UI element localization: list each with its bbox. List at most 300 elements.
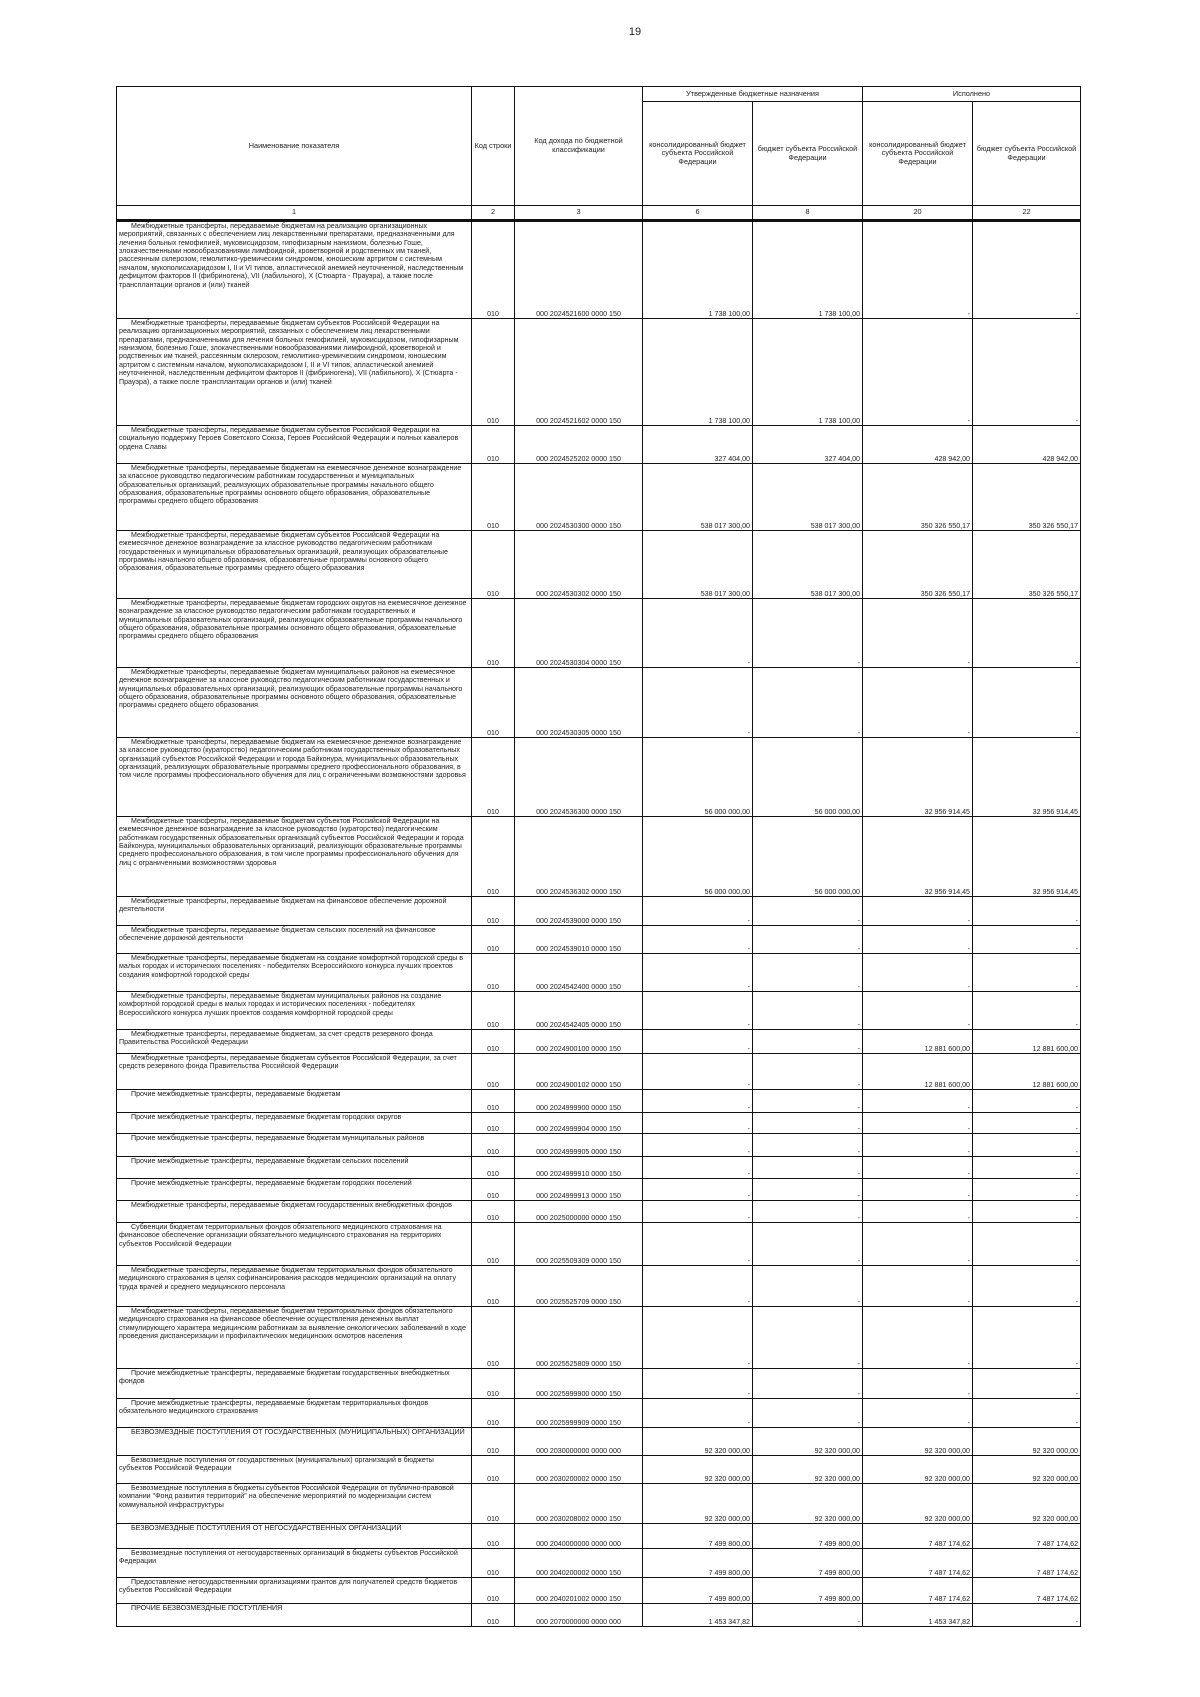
indicator-name: [117, 1090, 472, 1113]
budget-classification-code: 000 2024530304 0000 150: [515, 599, 643, 668]
budget-classification-code: 000 2025525709 0000 150: [515, 1266, 643, 1307]
indicator-name: [117, 1369, 472, 1399]
approved-consolidated-value: -: [643, 1090, 753, 1113]
indicator-name-text: Прочие межбюджетные трансферты, передаваемые бюджетам сельских поселений: [131, 1157, 409, 1165]
executed-subject-value: -: [973, 1157, 1081, 1179]
row-code: 010: [472, 1054, 515, 1090]
indicator-name-text: Межбюджетные трансферты, передаваемые бюджетам субъектов Российской Федерации на социальную поддержку Героев Советского Союза, Героев Российской Федерации и полных кавалеров ордена Славы: [119, 426, 459, 451]
approved-consolidated-value: -: [643, 926, 753, 954]
indicator-name-text: Предоставление негосударственными организациями грантов для получателей средств бюджетов субъектов Российской Федерации: [119, 1578, 458, 1595]
approved-consolidated-value: -: [643, 954, 753, 992]
table-row: [117, 1549, 1081, 1578]
indicator-name: [117, 926, 472, 954]
indicator-name-text: Прочие межбюджетные трансферты, передаваемые бюджетам городских поселений: [131, 1179, 412, 1187]
executed-consolidated-value: 32 956 914,45: [863, 817, 973, 897]
executed-consolidated-value: 92 320 000,00: [863, 1428, 973, 1456]
approved-subject-value: 7 499 800,00: [753, 1524, 863, 1549]
budget-classification-code: 000 2040201002 0000 150: [515, 1578, 643, 1604]
executed-subject-value: -: [973, 1134, 1081, 1157]
table-row: [117, 1578, 1081, 1604]
row-code: 010: [472, 926, 515, 954]
column-number: 6: [643, 206, 753, 221]
row-code: 010: [472, 1090, 515, 1113]
table-row: [117, 1428, 1081, 1456]
indicator-name-text: Межбюджетные трансферты, передаваемые бюджетам субъектов Российской Федерации на ежемесячное денежное вознаграждение за классное руководство педагогическим работникам государственных и муниципальных образовательных организаций, реализующих образовательные программы начального общего образования, образовательные программы основного общего образования, образовательные программы среднего общего образования: [119, 531, 448, 573]
indicator-name-text: Межбюджетные трансферты, передаваемые бюджетам территориальных фондов обязательного медицинского страхования в целях софинансирования расходов медицинских организаций на оплату труда врачей и среднего медицинского персонала: [119, 1266, 457, 1291]
table-row: [117, 954, 1081, 992]
approved-subject-value: -: [753, 1266, 863, 1307]
executed-consolidated-value: 92 320 000,00: [863, 1484, 973, 1524]
approved-subject-value: -: [753, 1157, 863, 1179]
budget-classification-code: 000 2025999900 0000 150: [515, 1369, 643, 1399]
approved-subject-value: 56 000 000,00: [753, 738, 863, 817]
executed-subject-value: 12 881 600,00: [973, 1054, 1081, 1090]
budget-classification-code: 000 2024521602 0000 150: [515, 319, 643, 426]
indicator-name: [117, 1307, 472, 1369]
executed-subject-value: -: [973, 1369, 1081, 1399]
row-code: 010: [472, 221, 515, 319]
indicator-name-text: Межбюджетные трансферты, передаваемые бюджетам, за счет средств резервного фонда Правительства Российской Федерации: [119, 1030, 433, 1047]
indicator-name: [117, 1134, 472, 1157]
indicator-name-text: Межбюджетные трансферты, передаваемые бюджетам на реализацию организационных мероприятий, связанных с обеспечением лиц лекарственными препаратами, предназначенными для лечения больных гемофилией, муковисцидозом, гипофизарным нанизмом, болезнью Гоше, злокачественными новообразованиями лимфоидной, кроветворной и родственных им тканей, рассеянным склерозом, гемолитико-уремическим синдромом, юношеским артритом с системным началом, мукополисахаридозом I, II и VI типов, апластической анемией неуточненной, наследственным дефицитом факторов II (фибриногена), VII (лабильного), X (Стюарта - Прауэра), а также после трансплантации органов и (или) тканей: [119, 222, 464, 289]
budget-classification-code: 000 2024521600 0000 150: [515, 221, 643, 319]
row-code: 010: [472, 426, 515, 464]
row-code: 010: [472, 1307, 515, 1369]
budget-classification-code: 000 2024536300 0000 150: [515, 738, 643, 817]
executed-consolidated-value: 7 487 174,62: [863, 1549, 973, 1578]
budget-classification-code: 000 2030000000 0000 000: [515, 1428, 643, 1456]
approved-consolidated-value: -: [643, 897, 753, 926]
table-row: [117, 926, 1081, 954]
executed-consolidated-value: -: [863, 668, 973, 738]
executed-subject-value: 92 320 000,00: [973, 1456, 1081, 1484]
table-row: [117, 1157, 1081, 1179]
indicator-name: [117, 1578, 472, 1604]
approved-subject-value: -: [753, 1223, 863, 1266]
approved-consolidated-value: 7 499 800,00: [643, 1578, 753, 1604]
budget-classification-code: 000 2070000000 0000 000: [515, 1604, 643, 1627]
row-code: 010: [472, 954, 515, 992]
approved-consolidated-value: 7 499 800,00: [643, 1524, 753, 1549]
table-row: [117, 1179, 1081, 1201]
approved-subject-value: -: [753, 1134, 863, 1157]
row-code: 010: [472, 992, 515, 1030]
indicator-name-text: Безвозмездные поступления от государственных (муниципальных) организаций в бюджеты субъектов Российской Федерации: [119, 1456, 434, 1473]
indicator-name-text: Межбюджетные трансферты, передаваемые бюджетам государственных внебюджетных фондов: [131, 1201, 452, 1209]
row-code: 010: [472, 1369, 515, 1399]
budget-classification-code: 000 2024999900 0000 150: [515, 1090, 643, 1113]
row-code: 010: [472, 1578, 515, 1604]
table-row: [117, 1456, 1081, 1484]
table-row: [117, 1604, 1081, 1627]
table-row: [117, 738, 1081, 817]
executed-consolidated-value: 92 320 000,00: [863, 1456, 973, 1484]
indicator-name-text: БЕЗВОЗМЕЗДНЫЕ ПОСТУПЛЕНИЯ ОТ НЕГОСУДАРСТВЕННЫХ ОРГАНИЗАЦИЙ: [131, 1524, 402, 1532]
budget-classification-code: 000 2030208002 0000 150: [515, 1484, 643, 1524]
row-code: 010: [472, 1456, 515, 1484]
indicator-name: [117, 1524, 472, 1549]
executed-subject-value: -: [973, 954, 1081, 992]
table-row: [117, 1399, 1081, 1428]
executed-subject-value: -: [973, 1307, 1081, 1369]
indicator-name-text: Межбюджетные трансферты, передаваемые бюджетам муниципальных районов на ежемесячное денежное вознаграждение за классное руководство педагогическим работникам государственных и муниципальных образовательных организаций, реализующих образовательные программы начального общего образования, образовательные программы основного общего образования, образовательные программы среднего общего образования: [119, 668, 463, 710]
indicator-name-text: БЕЗВОЗМЕЗДНЫЕ ПОСТУПЛЕНИЯ ОТ ГОСУДАРСТВЕННЫХ (МУНИЦИПАЛЬНЫХ) ОРГАНИЗАЦИЙ: [131, 1428, 465, 1436]
approved-subject-value: 92 320 000,00: [753, 1484, 863, 1524]
budget-report-table: [116, 86, 1081, 1627]
indicator-name-text: ПРОЧИЕ БЕЗВОЗМЕЗДНЫЕ ПОСТУПЛЕНИЯ: [131, 1604, 283, 1612]
executed-consolidated-value: 350 326 550,17: [863, 464, 973, 531]
indicator-name: [117, 319, 472, 426]
indicator-name-text: Межбюджетные трансферты, передаваемые бюджетам муниципальных районов на создание комфортной городской среды в малых городах и исторических поселениях - победителях Всероссийского конкурса лучших проектов создания комфортной городской среды: [119, 992, 442, 1017]
approved-subject-value: 92 320 000,00: [753, 1428, 863, 1456]
approved-subject-value: 1 738 100,00: [753, 319, 863, 426]
approved-consolidated-value: -: [643, 1157, 753, 1179]
indicator-name: [117, 1179, 472, 1201]
approved-subject-value: 92 320 000,00: [753, 1456, 863, 1484]
indicator-name: [117, 1054, 472, 1090]
table-row: [117, 992, 1081, 1030]
header-group-executed: Исполнено: [863, 87, 1081, 102]
header-executed-subject: бюджет субъекта Российской Федерации: [973, 102, 1081, 206]
approved-subject-value: -: [753, 1201, 863, 1223]
executed-consolidated-value: 428 942,00: [863, 426, 973, 464]
row-code: 010: [472, 1549, 515, 1578]
executed-consolidated-value: 12 881 600,00: [863, 1030, 973, 1054]
approved-subject-value: 56 000 000,00: [753, 817, 863, 897]
budget-classification-code: 000 2025525809 0000 150: [515, 1307, 643, 1369]
indicator-name-text: Межбюджетные трансферты, передаваемые бюджетам на ежемесячное денежное вознаграждение за классное руководство (кураторство) педагогическим работникам государственных образовательных организаций субъектов Российской Федерации и города Байконура, муниципальных образовательных организаций, реализующих образовательные программы среднего профессионального образования, в том числе программы профессионального обучения для лиц с ограниченными возможностями здоровья: [119, 738, 466, 780]
row-code: 010: [472, 668, 515, 738]
table-row: [117, 531, 1081, 599]
indicator-name-text: Межбюджетные трансферты, передаваемые бюджетам городских округов на ежемесячное денежное вознаграждение за классное руководство педагогическим работникам государственных и муниципальных образовательных организаций, реализующих образовательные программы начального общего образования, образовательные программы основного общего образования, образовательные программы среднего общего образования: [119, 599, 467, 641]
executed-subject-value: -: [973, 221, 1081, 319]
budget-classification-code: 000 2025999909 0000 150: [515, 1399, 643, 1428]
executed-consolidated-value: -: [863, 1090, 973, 1113]
row-code: 010: [472, 599, 515, 668]
indicator-name-text: Межбюджетные трансферты, передаваемые бюджетам на создание комфортной городской среды в малых городах и исторических поселениях - победителях Всероссийского конкурса лучших проектов создания комфортной городской среды: [119, 954, 464, 979]
table-row: [117, 1054, 1081, 1090]
indicator-name-text: Безвозмездные поступления от негосударственных организаций в бюджеты субъектов Российской Федерации: [119, 1549, 458, 1566]
approved-consolidated-value: -: [643, 1307, 753, 1369]
approved-subject-value: 1 738 100,00: [753, 221, 863, 319]
indicator-name: [117, 1223, 472, 1266]
executed-consolidated-value: 32 956 914,45: [863, 738, 973, 817]
indicator-name: [117, 1201, 472, 1223]
approved-subject-value: -: [753, 926, 863, 954]
approved-consolidated-value: -: [643, 992, 753, 1030]
executed-subject-value: 350 326 550,17: [973, 464, 1081, 531]
indicator-name-text: Межбюджетные трансферты, передаваемые бюджетам территориальных фондов обязательного медицинского страхования на финансовое обеспечение осуществления денежных выплат стимулирующего характера медицинским работникам за выявление онкологических заболеваний в ходе проведения диспансеризации и профилактических медицинских осмотров населения: [119, 1307, 466, 1341]
indicator-name-text: Межбюджетные трансферты, передаваемые бюджетам на ежемесячное денежное вознаграждение за классное руководство педагогическим работникам государственных и муниципальных образовательных организаций, реализующих образовательные программы начального общего образования, образовательные программы основного общего образования, образовательные программы среднего общего образования: [119, 464, 462, 506]
executed-consolidated-value: -: [863, 1266, 973, 1307]
row-code: 010: [472, 464, 515, 531]
indicator-name: [117, 1266, 472, 1307]
budget-classification-code: 000 2040000000 0000 000: [515, 1524, 643, 1549]
table-row: [117, 1134, 1081, 1157]
approved-subject-value: -: [753, 1090, 863, 1113]
approved-consolidated-value: -: [643, 1201, 753, 1223]
table-row: [117, 897, 1081, 926]
executed-subject-value: -: [973, 599, 1081, 668]
approved-consolidated-value: 92 320 000,00: [643, 1484, 753, 1524]
executed-consolidated-value: -: [863, 1134, 973, 1157]
budget-classification-code: 000 2024525202 0000 150: [515, 426, 643, 464]
approved-subject-value: -: [753, 1179, 863, 1201]
page-number: 19: [628, 26, 642, 38]
header-group-approved: Утвержденные бюджетные назначения: [643, 87, 863, 102]
budget-classification-code: 000 2024530305 0000 150: [515, 668, 643, 738]
indicator-name: [117, 1549, 472, 1578]
executed-consolidated-value: -: [863, 926, 973, 954]
row-code: 010: [472, 1223, 515, 1266]
executed-consolidated-value: 1 453 347,82: [863, 1604, 973, 1627]
approved-subject-value: -: [753, 1399, 863, 1428]
table-row: [117, 319, 1081, 426]
budget-classification-code: 000 2024542400 0000 150: [515, 954, 643, 992]
table-row: [117, 817, 1081, 897]
indicator-name: [117, 1157, 472, 1179]
indicator-name: [117, 531, 472, 599]
row-code: 010: [472, 1030, 515, 1054]
indicator-name: [117, 954, 472, 992]
row-code: 010: [472, 1428, 515, 1456]
table-row: [117, 1307, 1081, 1369]
budget-classification-code: 000 2040200002 0000 150: [515, 1549, 643, 1578]
table-row: [117, 1266, 1081, 1307]
budget-classification-code: 000 2024542405 0000 150: [515, 992, 643, 1030]
column-number: 22: [973, 206, 1081, 221]
report-body: [117, 221, 1081, 1627]
table-row: [117, 464, 1081, 531]
executed-consolidated-value: -: [863, 1113, 973, 1134]
table-row: [117, 1524, 1081, 1549]
executed-subject-value: 12 881 600,00: [973, 1030, 1081, 1054]
approved-subject-value: -: [753, 1307, 863, 1369]
budget-classification-code: 000 2030200002 0000 150: [515, 1456, 643, 1484]
approved-subject-value: -: [753, 992, 863, 1030]
budget-classification-code: 000 2024999913 0000 150: [515, 1179, 643, 1201]
indicator-name-text: Межбюджетные трансферты, передаваемые бюджетам субъектов Российской Федерации, за счет средств резервного фонда Правительства Российской Федерации: [119, 1054, 457, 1071]
executed-subject-value: 350 326 550,17: [973, 531, 1081, 599]
executed-subject-value: -: [973, 1604, 1081, 1627]
row-code: 010: [472, 1179, 515, 1201]
table-row: [117, 1369, 1081, 1399]
row-code: 010: [472, 738, 515, 817]
indicator-name-text: Субвенции бюджетам территориальных фондов обязательного медицинского страхования на финансовое обеспечение организации обязательного медицинского страхования на территориях субъектов Российской Федерации: [119, 1223, 442, 1248]
row-code: 010: [472, 1484, 515, 1524]
table-row: [117, 599, 1081, 668]
executed-subject-value: -: [973, 319, 1081, 426]
executed-consolidated-value: -: [863, 1157, 973, 1179]
approved-consolidated-value: -: [643, 1113, 753, 1134]
executed-consolidated-value: -: [863, 319, 973, 426]
budget-classification-code: 000 2024539000 0000 150: [515, 897, 643, 926]
executed-consolidated-value: -: [863, 599, 973, 668]
budget-classification-code: 000 2025509309 0000 150: [515, 1223, 643, 1266]
header-kbk: Код дохода по бюджетной классификации: [515, 87, 643, 206]
column-number: 3: [515, 206, 643, 221]
indicator-name: [117, 1399, 472, 1428]
budget-classification-code: 000 2024999910 0000 150: [515, 1157, 643, 1179]
executed-consolidated-value: -: [863, 221, 973, 319]
executed-subject-value: 92 320 000,00: [973, 1484, 1081, 1524]
approved-consolidated-value: 1 738 100,00: [643, 221, 753, 319]
indicator-name-text: Межбюджетные трансферты, передаваемые бюджетам на финансовое обеспечение дорожной деятельности: [119, 897, 447, 914]
approved-subject-value: -: [753, 1369, 863, 1399]
header-name: Наименование показателя: [117, 87, 472, 206]
row-code: 010: [472, 1524, 515, 1549]
indicator-name-text: Безвозмездные поступления в бюджеты субъектов Российской Федерации от публично-правовой компании "Фонд развития территорий" на обеспечение мероприятий по модернизации систем коммунальной инфраструктуры: [119, 1484, 454, 1509]
executed-subject-value: 428 942,00: [973, 426, 1081, 464]
table-row: [117, 1201, 1081, 1223]
executed-consolidated-value: -: [863, 1369, 973, 1399]
row-code: 010: [472, 1157, 515, 1179]
indicator-name: [117, 1604, 472, 1627]
executed-consolidated-value: -: [863, 897, 973, 926]
approved-subject-value: -: [753, 599, 863, 668]
indicator-name: [117, 426, 472, 464]
budget-classification-code: 000 2025000000 0000 150: [515, 1201, 643, 1223]
approved-subject-value: 538 017 300,00: [753, 464, 863, 531]
approved-subject-value: 327 404,00: [753, 426, 863, 464]
executed-subject-value: 92 320 000,00: [973, 1428, 1081, 1456]
approved-consolidated-value: 538 017 300,00: [643, 464, 753, 531]
table-row: [117, 1030, 1081, 1054]
column-number: 8: [753, 206, 863, 221]
executed-subject-value: -: [973, 668, 1081, 738]
indicator-name-text: Прочие межбюджетные трансферты, передаваемые бюджетам: [131, 1090, 341, 1098]
executed-subject-value: 7 487 174,62: [973, 1578, 1081, 1604]
table-row: [117, 1223, 1081, 1266]
executed-consolidated-value: 350 326 550,17: [863, 531, 973, 599]
budget-classification-code: 000 2024900100 0000 150: [515, 1030, 643, 1054]
column-number: 1: [117, 206, 472, 221]
table-row: [117, 668, 1081, 738]
executed-subject-value: -: [973, 1223, 1081, 1266]
executed-subject-value: 7 487 174,62: [973, 1549, 1081, 1578]
executed-consolidated-value: -: [863, 992, 973, 1030]
executed-subject-value: -: [973, 1179, 1081, 1201]
row-code: 010: [472, 1604, 515, 1627]
approved-consolidated-value: -: [643, 1399, 753, 1428]
row-code: 010: [472, 1201, 515, 1223]
approved-consolidated-value: -: [643, 1223, 753, 1266]
indicator-name-text: Межбюджетные трансферты, передаваемые бюджетам субъектов Российской Федерации на ежемесячное денежное вознаграждение за классное руководство (кураторство) педагогическим работникам государственных образовательных организаций субъектов Российской Федерации и города Байконура, муниципальных образовательных организаций, реализующих образовательные программы среднего профессионального образования, в том числе программы профессионального обучения для лиц с ограниченными возможностями здоровья: [119, 817, 464, 867]
budget-classification-code: 000 2024999904 0000 150: [515, 1113, 643, 1134]
row-code: 010: [472, 319, 515, 426]
approved-consolidated-value: 7 499 800,00: [643, 1549, 753, 1578]
executed-subject-value: -: [973, 897, 1081, 926]
row-code: 010: [472, 817, 515, 897]
header-code: Код строки: [472, 87, 515, 206]
budget-classification-code: 000 2024536302 0000 150: [515, 817, 643, 897]
executed-subject-value: -: [973, 1266, 1081, 1307]
indicator-name: [117, 464, 472, 531]
indicator-name: [117, 668, 472, 738]
budget-classification-code: 000 2024530300 0000 150: [515, 464, 643, 531]
approved-subject-value: 7 499 800,00: [753, 1578, 863, 1604]
indicator-name: [117, 992, 472, 1030]
executed-consolidated-value: -: [863, 954, 973, 992]
approved-subject-value: 538 017 300,00: [753, 531, 863, 599]
approved-consolidated-value: 92 320 000,00: [643, 1428, 753, 1456]
approved-consolidated-value: 1 453 347,82: [643, 1604, 753, 1627]
row-code: 010: [472, 1399, 515, 1428]
executed-consolidated-value: 12 881 600,00: [863, 1054, 973, 1090]
column-number: 2: [472, 206, 515, 221]
approved-consolidated-value: -: [643, 1369, 753, 1399]
executed-consolidated-value: 7 487 174,62: [863, 1524, 973, 1549]
executed-subject-value: 32 956 914,45: [973, 738, 1081, 817]
approved-consolidated-value: 327 404,00: [643, 426, 753, 464]
approved-consolidated-value: -: [643, 1134, 753, 1157]
executed-consolidated-value: -: [863, 1399, 973, 1428]
approved-consolidated-value: 56 000 000,00: [643, 738, 753, 817]
indicator-name: [117, 1428, 472, 1456]
row-code: 010: [472, 1113, 515, 1134]
approved-consolidated-value: -: [643, 1179, 753, 1201]
executed-consolidated-value: 7 487 174,62: [863, 1578, 973, 1604]
indicator-name-text: Прочие межбюджетные трансферты, передаваемые бюджетам городских округов: [131, 1113, 402, 1121]
indicator-name-text: Прочие межбюджетные трансферты, передаваемые бюджетам территориальных фондов обязательного медицинского страхования: [119, 1399, 429, 1416]
executed-consolidated-value: -: [863, 1223, 973, 1266]
indicator-name: [117, 817, 472, 897]
header-approved-subject: бюджет субъекта Российской Федерации: [753, 102, 863, 206]
approved-subject-value: -: [753, 668, 863, 738]
approved-subject-value: -: [753, 1030, 863, 1054]
table-row: [117, 221, 1081, 319]
indicator-name-text: Прочие межбюджетные трансферты, передаваемые бюджетам муниципальных районов: [131, 1134, 425, 1142]
indicator-name-text: Межбюджетные трансферты, передаваемые бюджетам субъектов Российской Федерации на реализацию организационных мероприятий, связанных с обеспечением лиц лекарственными препаратами, предназначенными для лечения больных гемофилией, муковисцидозом, гипофизарным нанизмом, болезнью Гоше, злокачественными новообразованиями лимфоидной, кроветворной и родственных им тканей, рассеянным склерозом, гемолитико-уремическим синдромом, юношеским артритом с системным началом, мукополисахаридозом I, II и VI типов, апластической анемией неуточненной, наследственным дефицитом факторов II (фибриногена), VII (лабильного), X (Стюарта - Прауэра), а также после трансплантации органов и (или) тканей: [119, 319, 459, 386]
budget-classification-code: 000 2024539010 0000 150: [515, 926, 643, 954]
column-number: 20: [863, 206, 973, 221]
row-code: 010: [472, 897, 515, 926]
indicator-name: [117, 738, 472, 817]
executed-subject-value: -: [973, 1113, 1081, 1134]
header-executed-consolidated: консолидированный бюджет субъекта Российской Федерации: [863, 102, 973, 206]
approved-consolidated-value: -: [643, 1266, 753, 1307]
approved-subject-value: 7 499 800,00: [753, 1549, 863, 1578]
approved-consolidated-value: 56 000 000,00: [643, 817, 753, 897]
approved-consolidated-value: 92 320 000,00: [643, 1456, 753, 1484]
table-row: [117, 1484, 1081, 1524]
row-code: 010: [472, 1134, 515, 1157]
approved-consolidated-value: -: [643, 1030, 753, 1054]
approved-subject-value: -: [753, 1604, 863, 1627]
approved-subject-value: -: [753, 897, 863, 926]
header-approved-consolidated: консолидированный бюджет субъекта Российской Федерации: [643, 102, 753, 206]
executed-subject-value: -: [973, 1201, 1081, 1223]
indicator-name: [117, 1456, 472, 1484]
approved-consolidated-value: 538 017 300,00: [643, 531, 753, 599]
indicator-name-text: Межбюджетные трансферты, передаваемые бюджетам сельских поселений на финансовое обеспечение дорожной деятельности: [119, 926, 436, 943]
row-code: 010: [472, 1266, 515, 1307]
executed-consolidated-value: -: [863, 1179, 973, 1201]
approved-consolidated-value: -: [643, 599, 753, 668]
executed-subject-value: -: [973, 1090, 1081, 1113]
approved-consolidated-value: 1 738 100,00: [643, 319, 753, 426]
indicator-name: [117, 1030, 472, 1054]
budget-classification-code: 000 2024999905 0000 150: [515, 1134, 643, 1157]
approved-subject-value: -: [753, 1113, 863, 1134]
indicator-name: [117, 1113, 472, 1134]
indicator-name: [117, 599, 472, 668]
executed-subject-value: 32 956 914,45: [973, 817, 1081, 897]
indicator-name: [117, 1484, 472, 1524]
table-row: [117, 426, 1081, 464]
executed-consolidated-value: -: [863, 1307, 973, 1369]
budget-classification-code: 000 2024900102 0000 150: [515, 1054, 643, 1090]
